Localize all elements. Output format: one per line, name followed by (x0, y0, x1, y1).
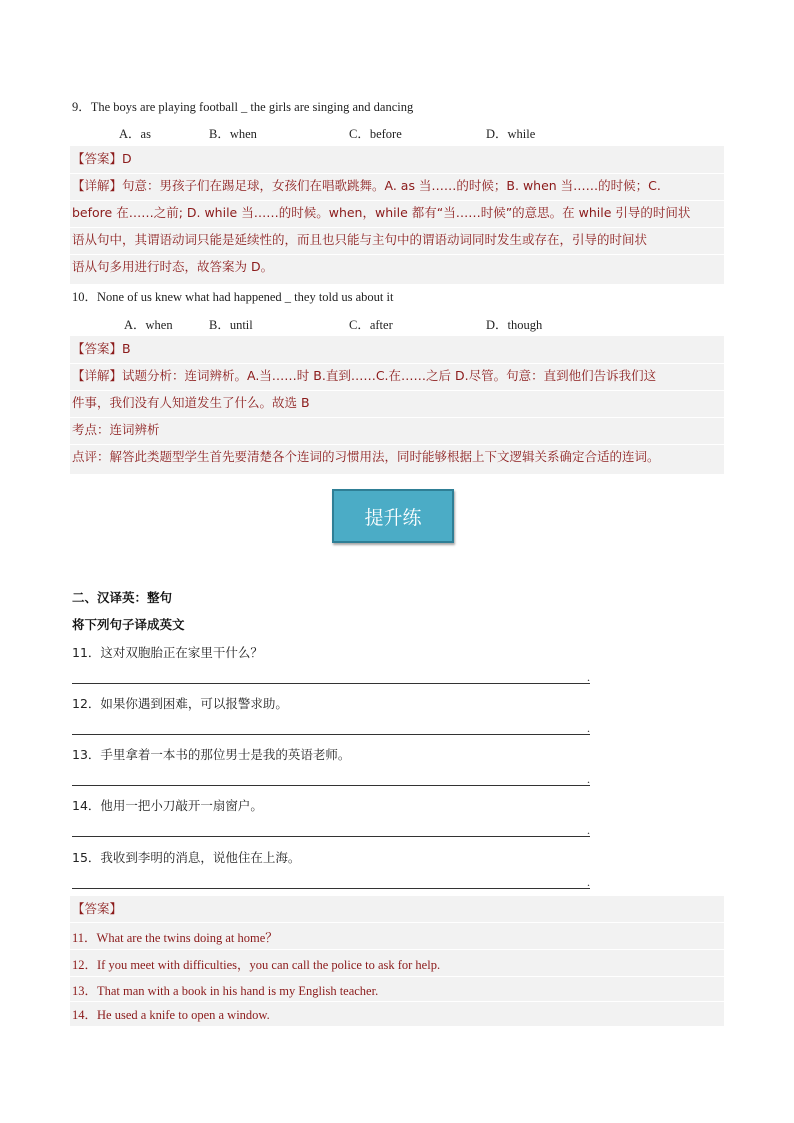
answer-blank-15[interactable] (72, 888, 590, 889)
answer-blank-13[interactable] (72, 785, 590, 786)
option-d: D．while (486, 127, 536, 141)
detail-9-line-4: 语从句多用进行时态，故答案为 D。 (72, 259, 274, 274)
translate-question-14: 14．他用一把小刀敲开一扇窗户。 (72, 798, 263, 813)
blank-end-dot: . (587, 772, 590, 786)
section-instruction: 将下列句子译成英文 (72, 617, 185, 632)
answer-blank-12[interactable] (72, 734, 590, 735)
detail-9-line-1: 【详解】句意：男孩子们在踢足球，女孩们在唱歌跳舞。A. as 当……的时候；B. when 当……的时候；C. (72, 178, 661, 193)
option-c: C．after (349, 318, 393, 332)
option-a: A．as (119, 127, 151, 141)
answer-10: 【答案】B (72, 341, 131, 356)
blank-end-dot: . (587, 823, 590, 837)
detail-10-line-4: 点评：解答此类题型学生首先要清楚各个连词的习惯用法，同时能够根据上下文逻辑关系确定合适的连词。 (72, 449, 660, 464)
option-b: B．when (209, 127, 257, 141)
option-d: D．though (486, 318, 543, 332)
option-a: A．when (124, 318, 173, 332)
answer-9: 【答案】D (72, 151, 132, 166)
answer-item-12: 12．If you meet with difficulties，you can call the police to ask for help. (72, 958, 441, 972)
option-c: C．before (349, 127, 402, 141)
detail-9-line-2: before 在……之前; D. while 当……的时候。when，while 都有“当……时候”的意思。在 while 引导的时间状 (72, 205, 691, 220)
translate-question-15: 15．我收到李明的消息，说他住在上海。 (72, 850, 301, 865)
answer-item-13: 13．That man with a book in his hand is my English teacher. (72, 984, 379, 998)
answer-item-14: 14．He used a knife to open a window. (72, 1008, 270, 1022)
advanced-practice-button[interactable]: 提升练 (332, 489, 454, 543)
answers-label: 【答案】 (72, 901, 123, 916)
answer-item-11: 11．What are the twins doing at home？ (72, 931, 278, 945)
answer-blank-11[interactable] (72, 683, 590, 684)
section-title: 二、汉译英：整句 (72, 590, 173, 605)
translate-question-13: 13．手里拿着一本书的那位男士是我的英语老师。 (72, 747, 351, 762)
detail-10-line-2: 件事，我们没有人知道发生了什么。故选 B (72, 395, 310, 410)
question-10-text: 10．None of us knew what had happened _ they told us about it (72, 290, 394, 304)
detail-10-line-1: 【详解】试题分析：连词辨析。A.当……时 B.直到……C.在……之后 D.尽管。句意：直到他们告诉我们这 (72, 368, 657, 383)
answer-blank-14[interactable] (72, 836, 590, 837)
question-9-text: 9．The boys are playing football _ the girls are singing and dancing (72, 100, 414, 114)
translate-question-11: 11．这对双胞胎正在家里干什么？ (72, 645, 263, 660)
blank-end-dot: . (587, 670, 590, 684)
detail-10-line-3: 考点：连词辨析 (72, 422, 160, 437)
row-separator (70, 1001, 724, 1002)
row-separator (70, 976, 724, 977)
option-b: B．until (209, 318, 253, 332)
row-separator (70, 949, 724, 950)
translate-question-12: 12．如果你遇到困难，可以报警求助。 (72, 696, 288, 711)
blank-end-dot: . (587, 721, 590, 735)
row-separator (70, 922, 724, 923)
blank-end-dot: . (587, 875, 590, 889)
detail-9-line-3: 语从句中，其谓语动词只能是延续性的，而且也只能与主句中的谓语动词同时发生或存在，引导的时间状 (72, 232, 648, 247)
